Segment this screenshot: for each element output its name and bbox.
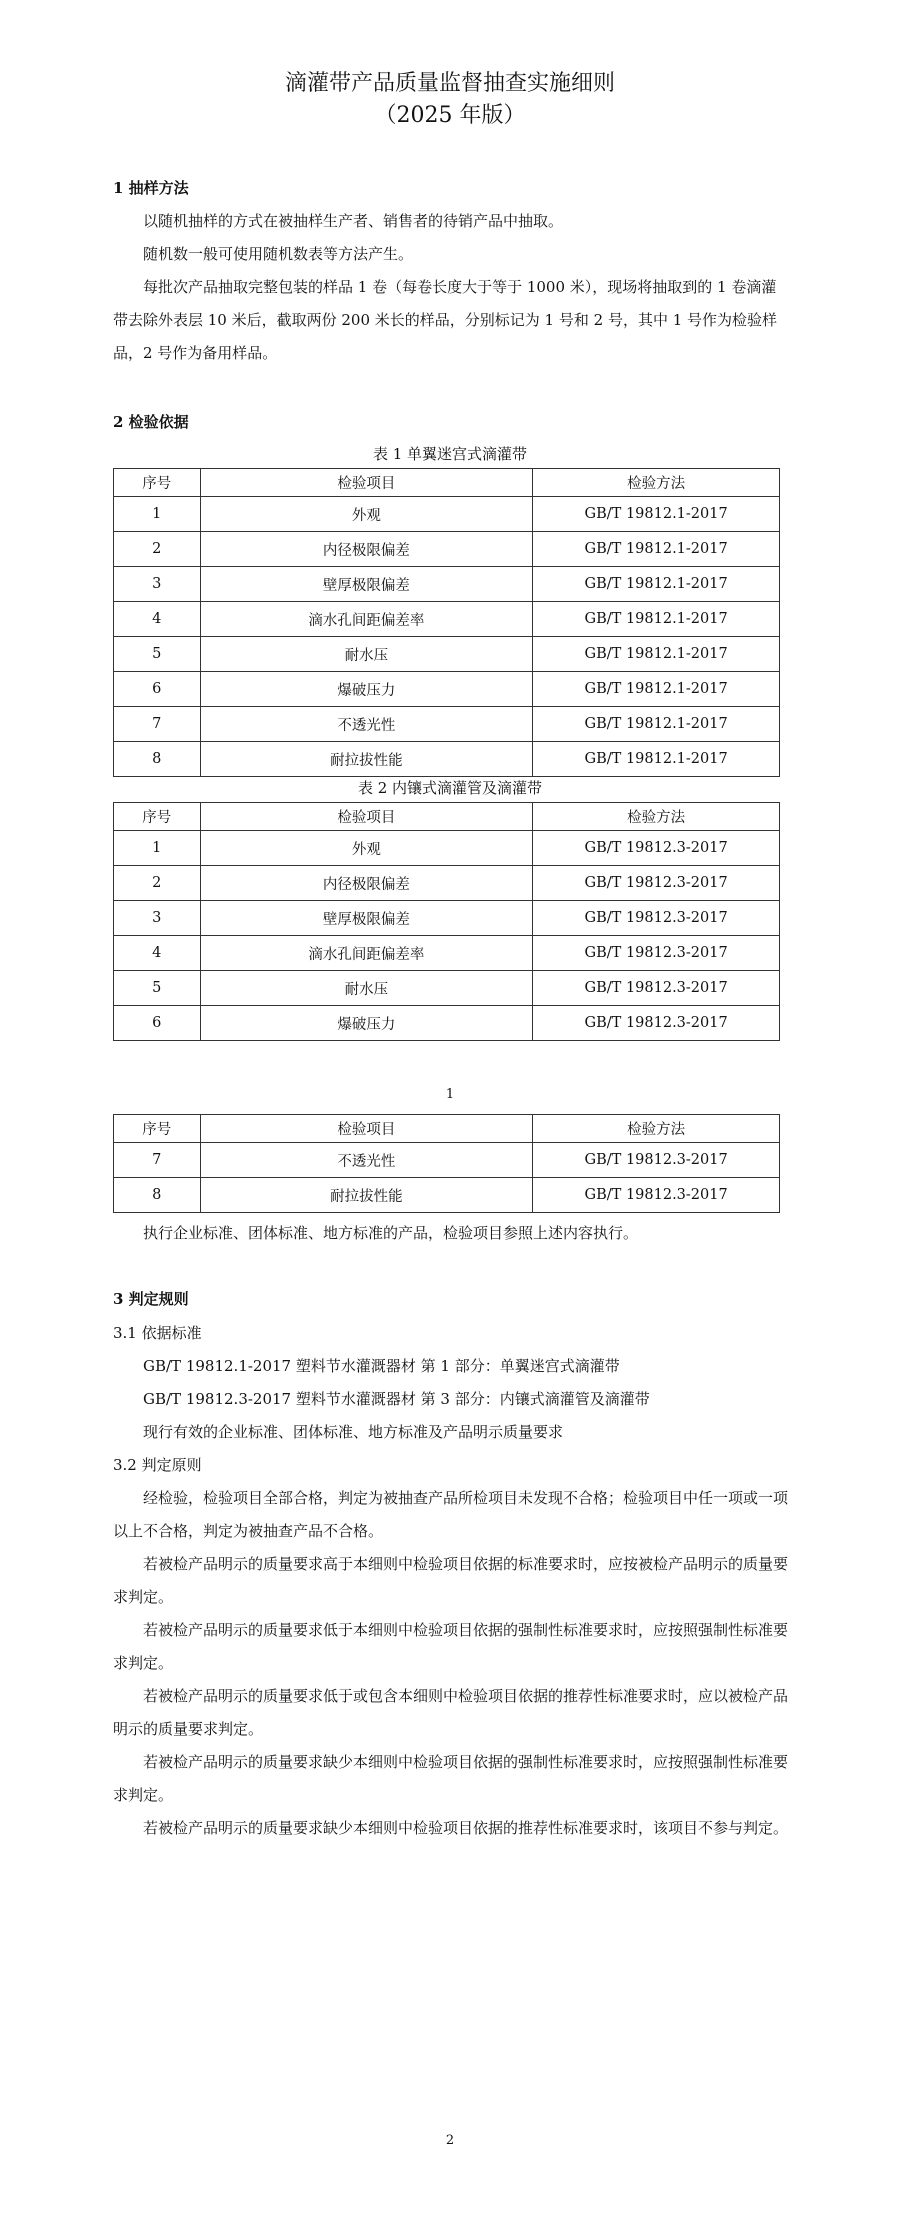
cell-item: 内径极限偏差 <box>200 866 533 901</box>
header-method: 检验方法 <box>533 1115 780 1143</box>
section-3-heading: 3 判定规则 <box>113 1290 189 1308</box>
cell-method: GB/T 19812.3-2017 <box>533 971 780 1006</box>
table-row <box>114 602 780 637</box>
cell-no: 4 <box>114 936 201 971</box>
cell-no: 7 <box>114 707 201 742</box>
cell-method: GB/T 19812.3-2017 <box>533 866 780 901</box>
document-title: 滴灌带产品质量监督抽查实施细则 <box>284 71 615 96</box>
cell-no: 3 <box>114 567 201 602</box>
cell-method: GB/T 19812.3-2017 <box>533 936 780 971</box>
cell-item: 爆破压力 <box>200 672 533 707</box>
standard-1: GB/T 19812.1-2017 塑料节水灌溉器材 第 1 部分：单翼迷宫式滴灌带 <box>143 1357 620 1375</box>
table-row <box>114 497 780 532</box>
header-item: 检验项目 <box>200 803 533 831</box>
table-2-continued <box>113 1114 780 1213</box>
table-row <box>114 707 780 742</box>
cell-no: 8 <box>114 1178 201 1213</box>
judgement-paragraph-3: 若被检产品明示的质量要求低于本细则中检验项目依据的强制性标准要求时，应按照强制性标准要求判定。 <box>113 1621 789 1672</box>
standard-3: 现行有效的企业标准、团体标准、地方标准及产品明示质量要求 <box>143 1423 564 1441</box>
section-1-heading: 1 抽样方法 <box>113 179 189 197</box>
table-row <box>114 901 780 936</box>
cell-item: 滴水孔间距偏差率 <box>200 602 533 637</box>
cell-no: 1 <box>114 831 201 866</box>
table-row <box>114 672 780 707</box>
header-no: 序号 <box>114 469 201 497</box>
cell-item: 耐拉拔性能 <box>200 742 533 777</box>
table-row <box>114 1178 780 1213</box>
section-1-paragraph-1: 以随机抽样的方式在被抽样生产者、销售者的待销产品中抽取。 <box>143 212 564 230</box>
standard-2: GB/T 19812.3-2017 塑料节水灌溉器材 第 3 部分：内镶式滴灌管及滴灌带 <box>143 1390 650 1408</box>
cell-no: 4 <box>114 602 201 637</box>
cell-no: 5 <box>114 637 201 672</box>
cell-item: 爆破压力 <box>200 1006 533 1041</box>
cell-method: GB/T 19812.1-2017 <box>533 707 780 742</box>
section-2-heading: 2 检验依据 <box>113 413 189 431</box>
table-row <box>114 971 780 1006</box>
cell-method: GB/T 19812.3-2017 <box>533 831 780 866</box>
table-2-continued-body <box>114 1143 780 1213</box>
header-method: 检验方法 <box>533 469 780 497</box>
cell-no: 2 <box>114 532 201 567</box>
judgement-paragraph-1: 经检验，检验项目全部合格，判定为被抽查产品所检项目未发现不合格；检验项目中任一项或一项以上不合格，判定为被抽查产品不合格。 <box>113 1489 789 1540</box>
cell-item: 不透光性 <box>200 707 533 742</box>
table-header-row <box>114 803 780 831</box>
section-3-2-heading: 3.2 判定原则 <box>113 1456 202 1474</box>
table-row <box>114 1006 780 1041</box>
cell-item: 耐水压 <box>200 971 533 1006</box>
judgement-paragraph-2: 若被检产品明示的质量要求高于本细则中检验项目依据的标准要求时，应按被检产品明示的质量要求判定。 <box>113 1555 789 1606</box>
cell-method: GB/T 19812.1-2017 <box>533 567 780 602</box>
header-item: 检验项目 <box>200 1115 533 1143</box>
table-2-body <box>114 831 780 1041</box>
table-header-row <box>114 469 780 497</box>
cell-method: GB/T 19812.1-2017 <box>533 497 780 532</box>
header-no: 序号 <box>114 1115 201 1143</box>
cell-item: 外观 <box>200 831 533 866</box>
table-row <box>114 1143 780 1178</box>
cell-item: 耐水压 <box>200 637 533 672</box>
cell-method: GB/T 19812.1-2017 <box>533 602 780 637</box>
table-2 <box>113 802 780 1041</box>
cell-no: 1 <box>114 497 201 532</box>
header-no: 序号 <box>114 803 201 831</box>
table-row <box>114 742 780 777</box>
table-row <box>114 532 780 567</box>
document-edition: （2025 年版） <box>374 103 526 128</box>
header-method: 检验方法 <box>533 803 780 831</box>
cell-item: 耐拉拔性能 <box>200 1178 533 1213</box>
table-row <box>114 567 780 602</box>
section-1-paragraph-2: 随机数一般可使用随机数表等方法产生。 <box>143 245 414 263</box>
page-number-2: 2 <box>445 2133 455 2148</box>
table-1 <box>113 468 780 777</box>
section-3-1-heading: 3.1 依据标准 <box>113 1324 202 1342</box>
cell-method: GB/T 19812.3-2017 <box>533 1006 780 1041</box>
judgement-paragraph-6: 若被检产品明示的质量要求缺少本细则中检验项目依据的推荐性标准要求时，该项目不参与判定。 <box>143 1819 789 1837</box>
cell-no: 2 <box>114 866 201 901</box>
cell-no: 5 <box>114 971 201 1006</box>
table-1-body <box>114 497 780 777</box>
cell-no: 6 <box>114 672 201 707</box>
table-header-row <box>114 1115 780 1143</box>
cell-no: 8 <box>114 742 201 777</box>
cell-method: GB/T 19812.1-2017 <box>533 532 780 567</box>
page-number-1: 1 <box>445 1087 455 1102</box>
cell-item: 不透光性 <box>200 1143 533 1178</box>
cell-item: 内径极限偏差 <box>200 532 533 567</box>
table-row <box>114 936 780 971</box>
judgement-paragraph-5: 若被检产品明示的质量要求缺少本细则中检验项目依据的强制性标准要求时，应按照强制性标准要求判定。 <box>113 1753 789 1804</box>
table-row <box>114 866 780 901</box>
section-2-note: 执行企业标准、团体标准、地方标准的产品，检验项目参照上述内容执行。 <box>143 1224 639 1242</box>
cell-method: GB/T 19812.3-2017 <box>533 901 780 936</box>
cell-no: 7 <box>114 1143 201 1178</box>
judgement-paragraph-4: 若被检产品明示的质量要求低于或包含本细则中检验项目依据的推荐性标准要求时，应以被检产品明示的质量要求判定。 <box>113 1687 789 1738</box>
cell-item: 外观 <box>200 497 533 532</box>
cell-item: 壁厚极限偏差 <box>200 567 533 602</box>
cell-method: GB/T 19812.1-2017 <box>533 637 780 672</box>
table-1-caption: 表 1 单翼迷宫式滴灌带 <box>372 445 528 463</box>
section-1-paragraph-3: 每批次产品抽取完整包装的样品 1 卷（每卷长度大于等于 1000 米），现场将抽取到的 1 卷滴灌带去除外表层 10 米后，截取两份 200 米长的样品，分别标记为 1 号和 2 号，其中 1 号作为检验样品，2 号作为备用样品。 <box>113 278 778 362</box>
table-row <box>114 831 780 866</box>
table-row <box>114 637 780 672</box>
cell-method: GB/T 19812.3-2017 <box>533 1178 780 1213</box>
cell-no: 3 <box>114 901 201 936</box>
cell-item: 滴水孔间距偏差率 <box>200 936 533 971</box>
cell-item: 壁厚极限偏差 <box>200 901 533 936</box>
table-2-caption: 表 2 内镶式滴灌管及滴灌带 <box>357 779 543 797</box>
cell-method: GB/T 19812.1-2017 <box>533 742 780 777</box>
header-item: 检验项目 <box>200 469 533 497</box>
cell-no: 6 <box>114 1006 201 1041</box>
cell-method: GB/T 19812.1-2017 <box>533 672 780 707</box>
cell-method: GB/T 19812.3-2017 <box>533 1143 780 1178</box>
